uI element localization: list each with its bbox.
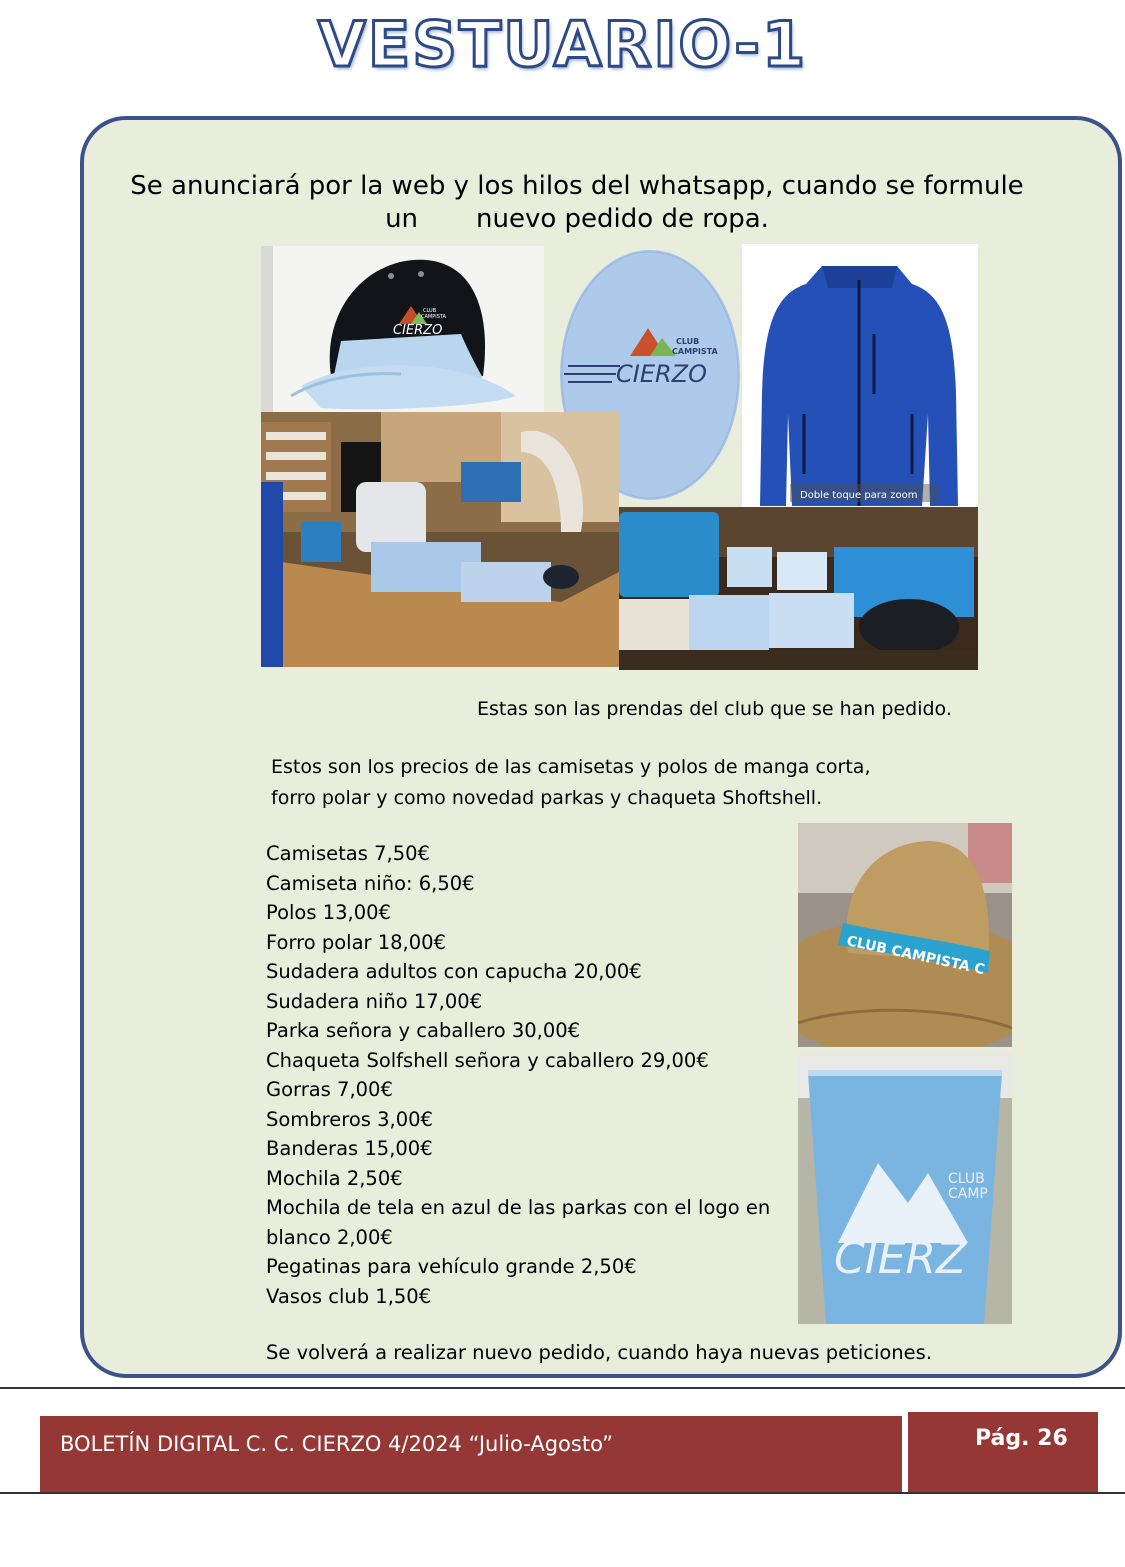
intro-line-2a: un [385,204,419,234]
page-title: VESTUARIO-1 [317,8,808,81]
intro-line-1: Se anunciará por la web y los hilos del whatsapp, cuando se formule [130,171,1024,201]
price-item: Sudadera adultos con capucha 20,00€ [266,960,642,983]
polo-logo-sub: CAMPISTA [672,347,718,356]
price-item: Sombreros 3,00€ [266,1107,433,1131]
intro-line-2b: nuevo pedido de ropa. [476,204,769,234]
shirts-photo [619,507,978,670]
intro-text [100,170,1054,236]
closing-text: Se volverá a realizar nuevo pedido, cuando haya nuevas peticiones. [266,1341,933,1364]
hat-band-text: CLUB CAMPISTA C [845,933,987,979]
price-list [266,839,786,1311]
polo-logo-main: CIERZO [616,360,708,388]
price-item: Parka señora y caballero 30,00€ [266,1019,581,1042]
prices-intro-line-2: forro polar y como novedad parkas y chaqueta Shoftshell. [271,787,823,809]
polo-logo-top: CLUB [676,337,700,346]
price-item: Chaqueta Solfshell señora y caballero 29,00€ [266,1048,709,1072]
price-item: Camisetas 7,50€ [266,842,430,865]
jacket-photo [742,244,978,507]
footer-rule-bottom [0,1492,1125,1494]
cap-logo-top: CLUB [423,308,437,314]
cap-logo-sub: CAMPISTA [421,314,446,320]
price-item: Mochila 2,50€ [266,1166,403,1190]
jacket-overlay-text: Doble toque para zoom [800,490,918,501]
cup-logo-main: CIERZ [834,1233,967,1284]
cap-logo-main: CIERZO [393,323,443,338]
price-item: Forro polar 18,00€ [266,930,446,954]
warehouse-photo [261,412,619,667]
price-item: Polos 13,00€ [266,901,391,924]
hat-photo [798,823,1012,1047]
cup-logo-top: CLUB [948,1171,985,1187]
price-item: blanco 2,00€ [266,1225,393,1249]
cup-photo [798,1053,1012,1324]
price-item: Gorras 7,00€ [266,1078,393,1101]
photos-caption: Estas son las prendas del club que se han pedido. [477,698,952,720]
price-item: Mochila de tela en azul de las parkas con el logo en [266,1196,771,1219]
prices-intro-line-1: Estos son los precios de las camisetas y polos de manga corta, [271,756,871,778]
footer-rule-top [0,1387,1125,1389]
price-item: Banderas 15,00€ [266,1137,433,1160]
page-number: Pág. 26 [975,1426,1068,1451]
price-item: Sudadera niño 17,00€ [266,989,483,1013]
price-item: Vasos club 1,50€ [266,1284,432,1308]
price-item: Pegatinas para vehículo grande 2,50€ [266,1255,637,1278]
page-number-box [908,1412,1098,1492]
cup-logo-sub: CAMP [948,1186,988,1202]
intro-line-2 [100,203,1054,236]
price-item: Camiseta niño: 6,50€ [266,871,475,895]
footer-text: BOLETÍN DIGITAL C. C. CIERZO 4/2024 “Julio-Agosto” [60,1432,614,1456]
prices-intro [271,752,871,814]
cap-photo [261,246,544,412]
